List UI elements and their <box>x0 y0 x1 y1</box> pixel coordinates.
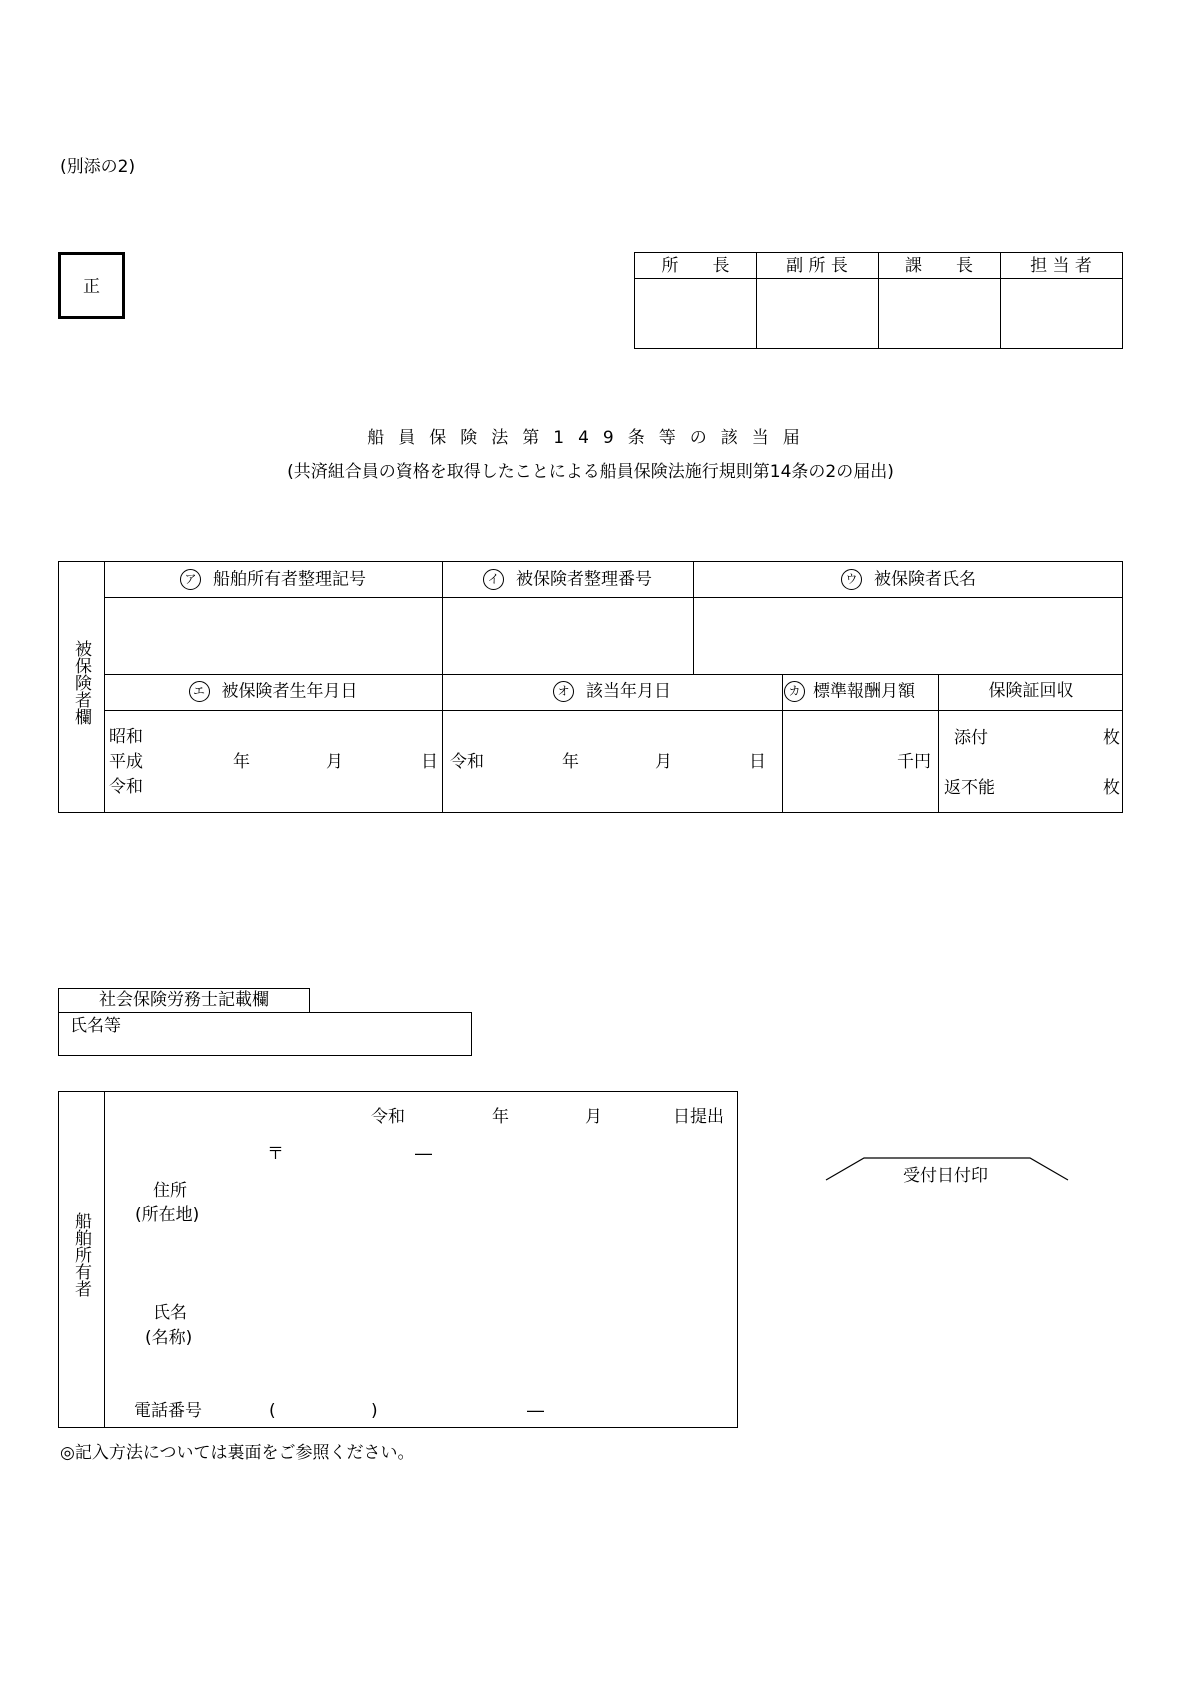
page-subtitle: (共済組合員の資格を取得したことによる船員保険法施行規則第14条の2の届出) <box>287 462 894 482</box>
address-sublabel: (所在地) <box>135 1205 200 1225</box>
salary-unit: 千円 <box>897 752 931 772</box>
era-reiwa[interactable]: 令和 <box>109 777 143 797</box>
approval-staff: 担 当 者 <box>1030 256 1092 276</box>
header-insured-name <box>693 569 1124 590</box>
instruction-note: ◎記入方法については裏面をご参照ください。 <box>60 1443 415 1463</box>
approval-director: 所 長 <box>661 256 730 276</box>
header-owner-code <box>104 569 442 590</box>
postal-mark: 〒 <box>267 1144 284 1164</box>
sharoushi-box[interactable] <box>58 1012 472 1056</box>
owner-table <box>58 1091 738 1428</box>
header-applicable-date <box>442 681 782 702</box>
submit-era: 令和 <box>371 1107 405 1127</box>
circled-u-icon: ウ <box>841 569 862 590</box>
header-salary <box>784 681 938 702</box>
owner-section-label: 船舶所有者 <box>71 1212 91 1297</box>
postal-dash: ― <box>415 1144 432 1164</box>
submit-year-label: 年 <box>492 1107 509 1127</box>
page-title: 船員保険法第149条等の該当届 <box>367 428 814 448</box>
insured-name-field[interactable] <box>694 598 1124 674</box>
header-label: 被保険者生年月日 <box>221 681 358 702</box>
header-label: 該当年月日 <box>586 681 671 702</box>
phone-paren-close: ) <box>371 1401 378 1421</box>
header-card-return: 保険証回収 <box>988 681 1074 701</box>
header-label: 被保険者氏名 <box>874 569 976 590</box>
address-field[interactable] <box>259 1172 729 1252</box>
card-attached-label: 添付 <box>954 728 988 748</box>
circled-i-icon: イ <box>483 569 504 590</box>
seal-label: 正 <box>83 277 100 297</box>
header-birthdate <box>104 681 442 702</box>
insured-table <box>58 561 1123 813</box>
name-sublabel: (名称) <box>145 1328 193 1348</box>
insured-number-field[interactable] <box>443 598 693 674</box>
era-heisei[interactable]: 平成 <box>109 752 143 772</box>
birth-year-label: 年 <box>233 752 250 772</box>
birth-month-label: 月 <box>326 752 343 772</box>
owner-code-field[interactable] <box>105 598 442 674</box>
submit-month-label: 月 <box>585 1107 602 1127</box>
address-label: 住所 <box>153 1181 187 1201</box>
seal-box <box>58 252 125 319</box>
submit-day-label: 日提出 <box>673 1107 724 1127</box>
birth-day-label: 日 <box>421 752 438 772</box>
approval-table <box>634 252 1123 349</box>
header-label: 被保険者整理番号 <box>516 569 652 590</box>
applicable-day-label: 日 <box>749 752 766 772</box>
header-label: 船舶所有者整理記号 <box>213 569 366 590</box>
phone-dash: ― <box>527 1401 544 1421</box>
name-field[interactable] <box>259 1292 729 1352</box>
sharoushi-name-label: 氏名等 <box>70 1016 121 1036</box>
approval-deputy-director: 副 所 長 <box>786 256 848 276</box>
applicable-year-label: 年 <box>562 752 579 772</box>
circled-e-icon: エ <box>189 681 210 702</box>
circled-a-icon: ア <box>180 569 201 590</box>
card-attached-unit: 枚 <box>1103 728 1120 748</box>
name-label: 氏名 <box>153 1303 187 1323</box>
header-label: 標準報酬月額 <box>813 681 915 702</box>
header-insured-number <box>442 569 693 590</box>
card-unreturnable-unit: 枚 <box>1103 778 1120 798</box>
sharoushi-tab-label: 社会保険労務士記載欄 <box>99 990 269 1010</box>
circled-ka-icon: カ <box>784 681 805 702</box>
phone-label: 電話番号 <box>134 1401 202 1421</box>
reception-stamp-label: 受付日付印 <box>903 1166 988 1186</box>
card-unreturnable-label: 返不能 <box>944 778 995 798</box>
applicable-month-label: 月 <box>655 752 672 772</box>
insured-section-label: 被保険者欄 <box>71 640 91 725</box>
phone-paren-open: ( <box>269 1401 276 1421</box>
sharoushi-tab <box>58 988 310 1013</box>
era-showa[interactable]: 昭和 <box>109 727 143 747</box>
circled-o-icon: オ <box>553 681 574 702</box>
applicable-era: 令和 <box>450 752 484 772</box>
approval-section-chief: 課 長 <box>905 256 973 276</box>
attachment-label: (別添の2) <box>60 157 136 177</box>
